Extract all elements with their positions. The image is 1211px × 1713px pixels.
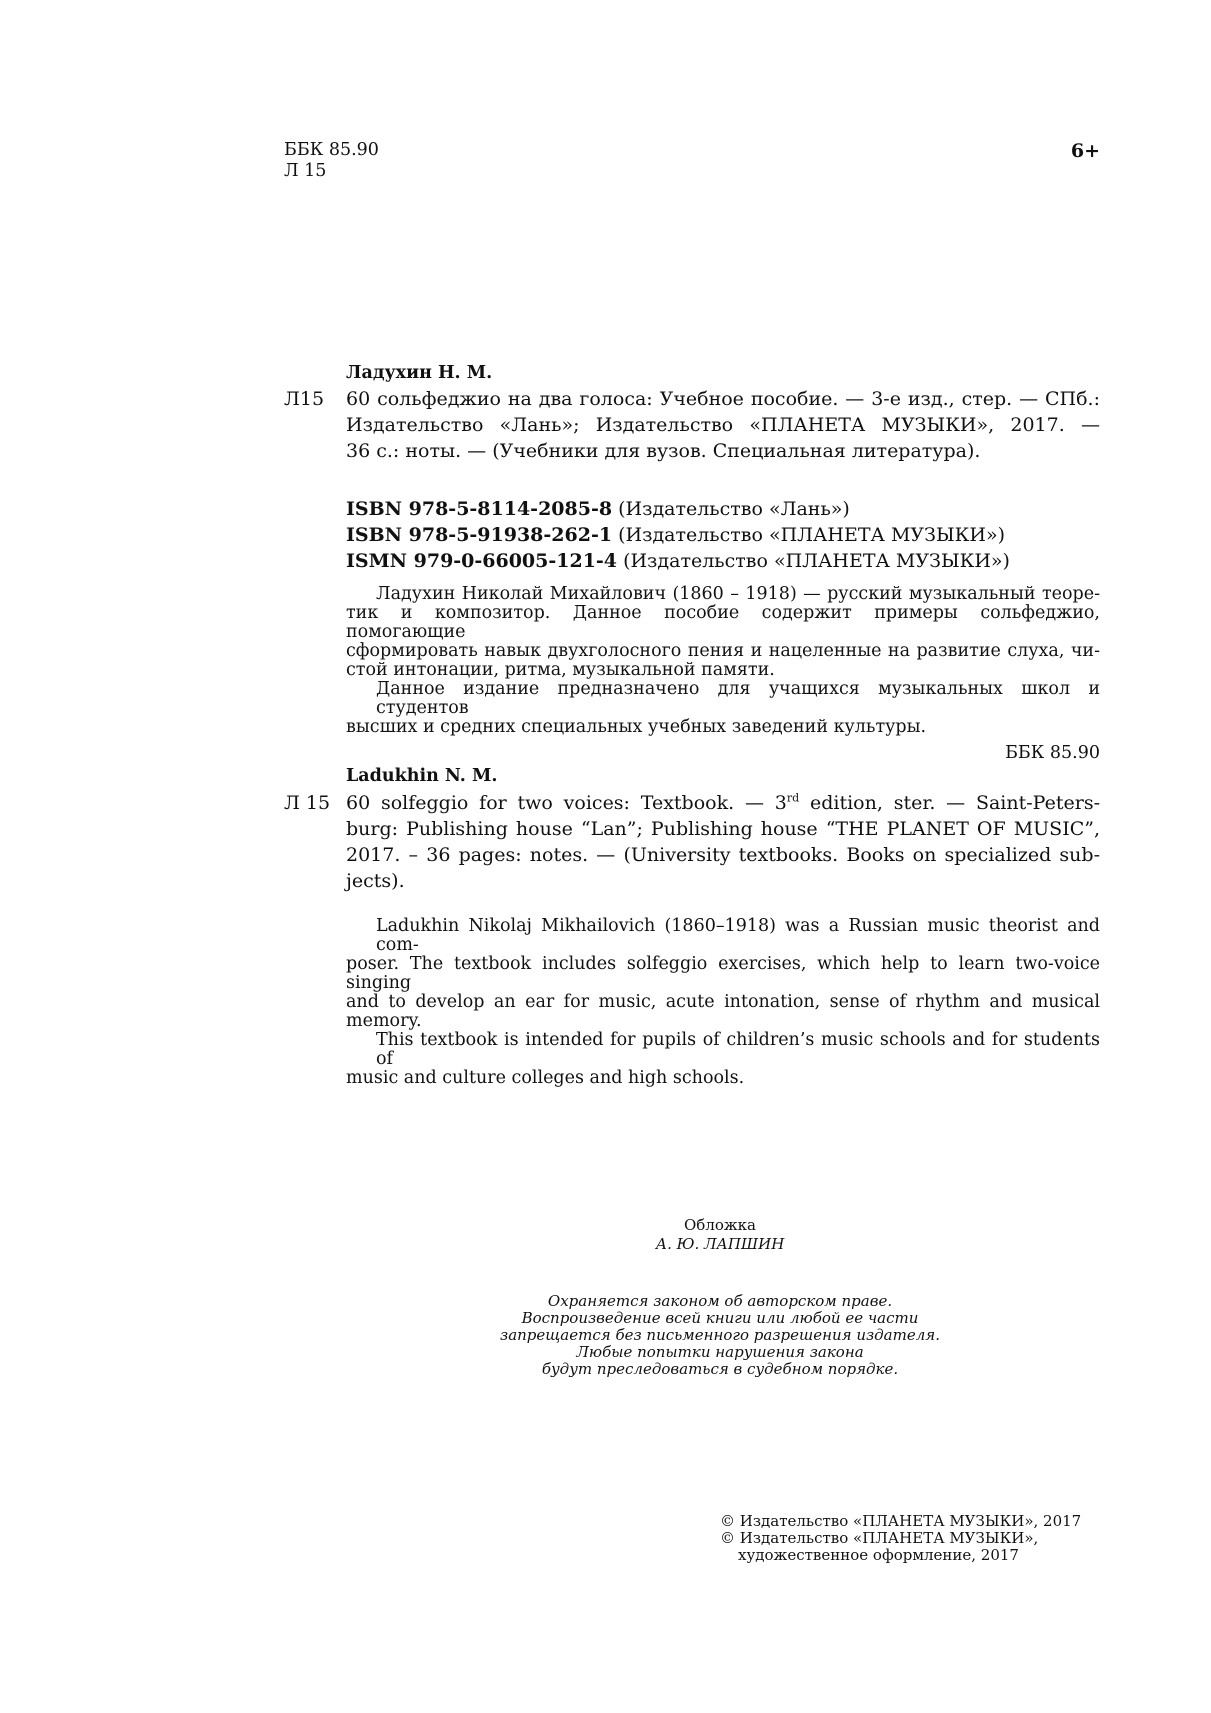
isbn-item [346,548,1010,574]
abstract-en [346,917,1100,1088]
abstract-en-line: and to develop an ear for music, acute intonation, sense of rhythm and musical memory. [346,992,1100,1031]
isbn-publisher: (Издательство «ПЛАНЕТА МУЗЫКИ») [617,550,1010,572]
description-en-text: edition, ster. — Saint-Peters- [799,792,1100,814]
description-en-text: 60 solfeggio for two voices: Textbook. — 3 [346,792,787,814]
notice-line: Любые попытки нарушения закона [576,1343,864,1361]
notice-line: будут преследоваться в судебном порядке. [541,1360,899,1378]
cover-label: Обложка [683,1216,756,1234]
author-ru: Ладухин Н. М. [346,363,493,383]
abstract-ru-line: тик и композитор. Данное пособие содержит примеры сольфеджио, помогающие [346,603,1100,642]
isbn-number: ISMN 979-0-66005-121-4 [346,550,618,572]
age-rating: 6+ [1070,140,1100,162]
isbn-number: ISBN 978-5-8114-2085-8 [346,498,613,520]
notice-line: запрещается без письменного разрешения издателя. [500,1326,940,1344]
notice-line: Охраняется законом об авторском праве. [547,1292,893,1310]
description-en-line: jects). [346,870,405,892]
library-code-en: Л 15 [284,792,331,814]
notice-line: Воспроизведение всей книги или любой ее части [521,1309,919,1327]
abstract-ru-line: Данное издание предназначено для учащихся музыкальных школ и студентов [376,679,1100,718]
abstract-ru-line: Ладухин Николай Михайлович (1860 – 1918) — русский музыкальный теоре- [376,584,1100,604]
abstract-ru-line: стой интонации, ритма, музыкальной памяти. [346,660,775,680]
bbk-en: ББК 85.90 [1005,743,1100,763]
isbn-number: ISBN 978-5-91938-262-1 [346,524,613,546]
description-en-line: 2017. – 36 pages: notes. — (University textbooks. Books on specialized sub- [346,844,1100,866]
library-code-ru: Л15 [284,388,325,410]
isbn-item [346,496,1010,522]
isbn-publisher: (Издательство «ПЛАНЕТА МУЗЫКИ») [612,524,1005,546]
abstract-ru [346,585,1100,737]
ordinal-superscript: rd [786,791,800,805]
bbk-header: ББК 85.90 [284,140,379,160]
abstract-ru-line: сформировать навык двухголосного пения и нацеленные на развитие слуха, чи- [346,641,1100,661]
abstract-en-line: Ladukhin Nikolaj Mikhailovich (1860–1918) was a Russian music theorist and com- [376,916,1100,955]
isbn-item [346,522,1010,548]
description-en [346,790,1100,894]
library-code-header: Л 15 [284,161,327,181]
description-ru-line: 36 с.: ноты. — (Учебники для вузов. Специальная литература). [346,440,981,462]
author-en: Ladukhin N. M. [346,766,498,786]
abstract-ru-line: высших и средних специальных учебных заведений культуры. [346,717,927,737]
description-ru [346,386,1100,464]
description-en-line: burg: Publishing house “Lan”; Publishing house “THE PLANET OF MUSIC”, [346,818,1100,840]
copyrights [720,1513,1081,1564]
copyright-line: © Издательство «ПЛАНЕТА МУЗЫКИ», 2017 [720,1512,1082,1530]
cover-artist: А. Ю. ЛАПШИН [655,1235,785,1253]
abstract-en-line: poser. The textbook includes solfeggio exercises, which help to learn two-voice singing [346,954,1100,993]
abstract-en-line: music and culture colleges and high schools. [346,1068,745,1088]
copyright-notice [420,1293,1020,1378]
description-en-line [346,790,1100,816]
copyright-line: художественное оформление, 2017 [738,1546,1019,1564]
abstract-en-line: This textbook is intended for pupils of children’s music schools and for students of [376,1030,1100,1069]
copyright-line: © Издательство «ПЛАНЕТА МУЗЫКИ», [720,1529,1039,1547]
description-ru-line: 60 сольфеджио на два голоса: Учебное пособие. — 3-е изд., стер. — СПб.: [346,388,1100,410]
description-ru-line: Издательство «Лань»; Издательство «ПЛАНЕТА МУЗЫКИ», 2017. — [346,414,1100,436]
isbn-publisher: (Издательство «Лань») [612,498,850,520]
isbn-list [346,496,1010,574]
